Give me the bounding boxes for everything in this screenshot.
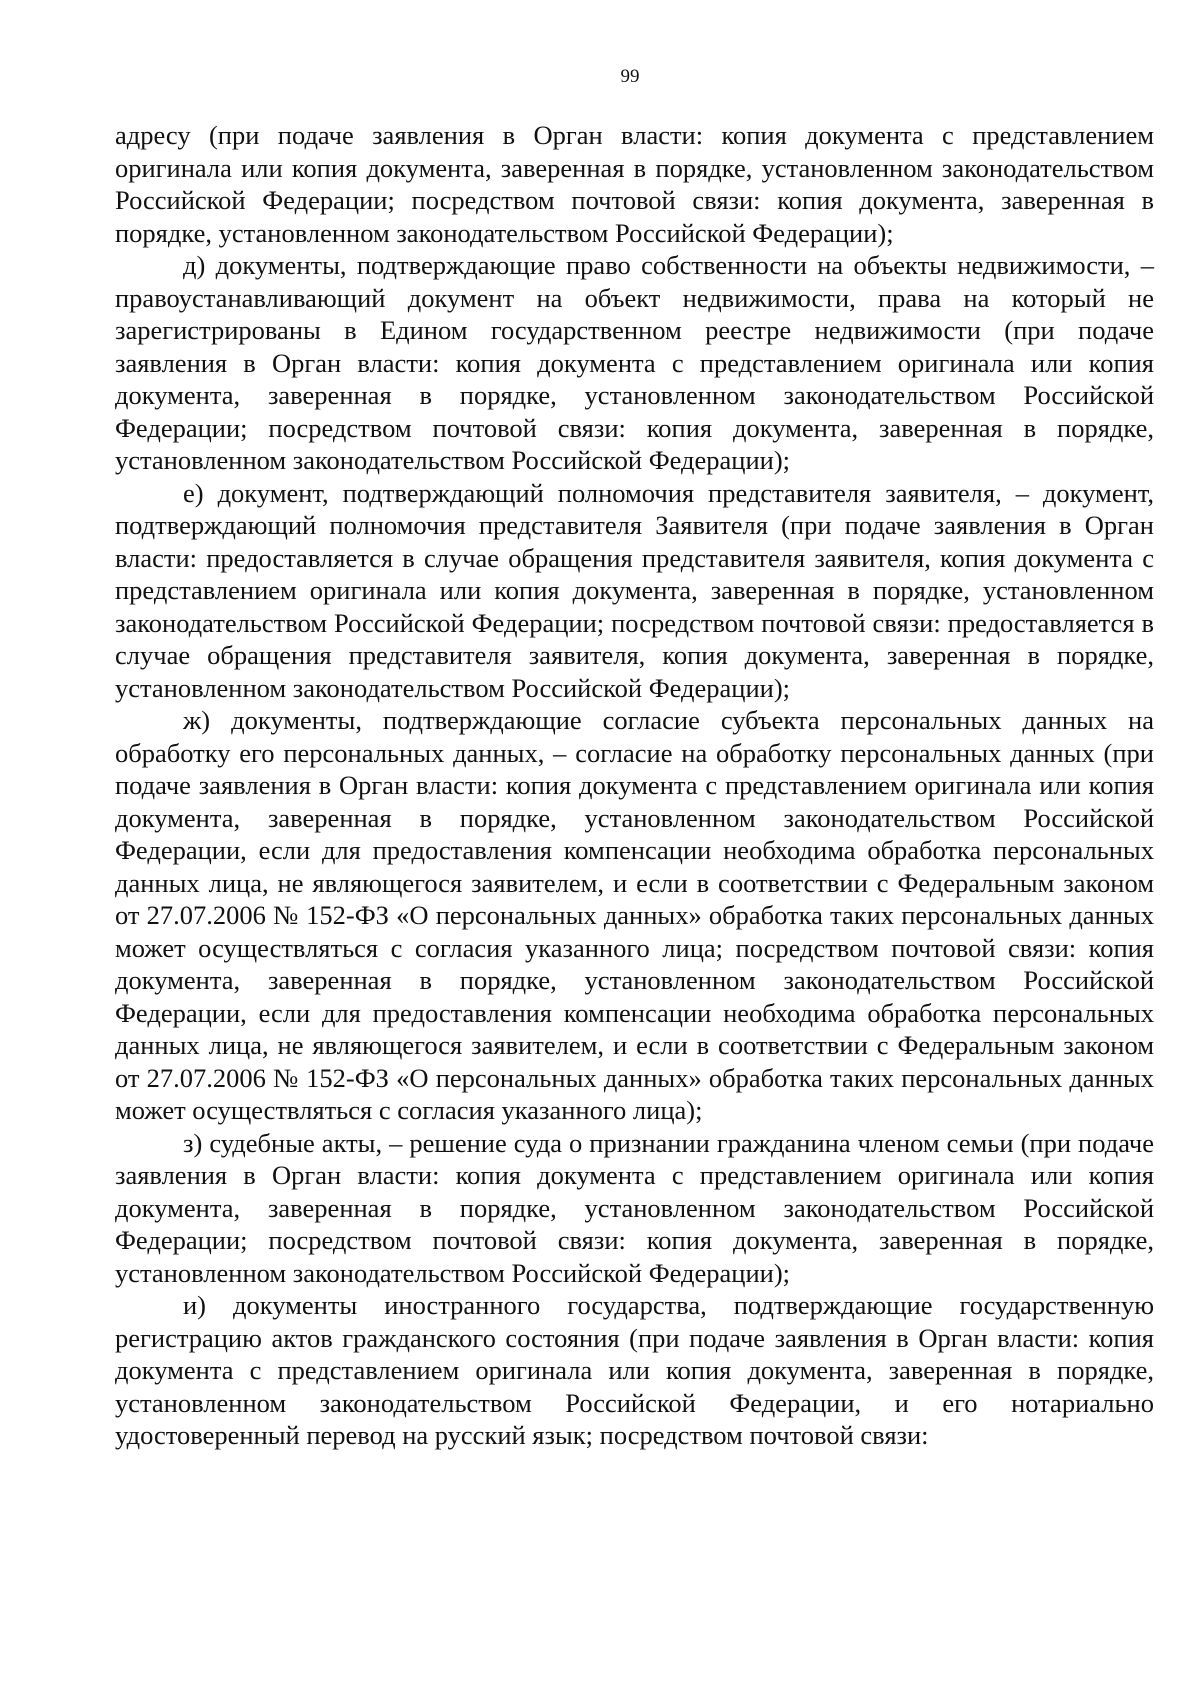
document-body xyxy=(115,119,1154,1452)
paragraph-item-e: е) документ, подтверждающий полномочия представителя заявителя, – документ, подтверждающий полномочия представителя Заявителя (при подаче заявления в Орган власти: предоставляется в случае обращения представителя заявителя, копия документа с представлением оригинала или копия документа, заверенная в порядке, установленном законодательством Российской Федерации; посредством почтовой связи: предоставляется в случае обращения представителя заявителя, копия документа, заверенная в порядке, установленном законодательством Российской Федерации); xyxy=(115,477,1154,703)
paragraph-item-d: д) документы, подтверждающие право собственности на объекты недвижимости, – правоустанавливающий документ на объект недвижимости, права на который не зарегистрированы в Едином государственном реестре недвижимости (при подаче заявления в Орган власти: копия документа с представлением оригинала или копия документа, заверенная в порядке, установленном законодательством Российской Федерации; посредством почтовой связи: копия документа, заверенная в порядке, установленном законодательством Российской Федерации); xyxy=(115,250,1154,475)
paragraph-item-z: з) судебные акты, – решение суда о признании гражданина членом семьи (при подаче заявления в Орган власти: копия документа с представлением оригинала или копия документа, заверенная в порядке, установленном законодательством Российской Федерации; посредством почтовой связи: копия документа, заверенная в порядке, установленном законодательством Российской Федерации); xyxy=(115,1127,1154,1288)
page-number: 99 xyxy=(620,66,640,87)
paragraph-item-i: и) документы иностранного государства, подтверждающие государственную регистрацию актов гражданского состояния (при подаче заявления в Орган власти: копия документа с представлением оригинала или копия документа, заверенная в порядке, установленном законодательством Российской Федерации, и его нотариально удостоверенный перевод на русский язык; посредством почтовой связи: xyxy=(115,1290,1154,1450)
paragraph-item-zh: ж) документы, подтверждающие согласие субъекта персональных данных на обработку его персональных данных, – согласие на обработку персональных данных (при подаче заявления в Орган власти: копия документа с представлением оригинала или копия документа, заверенная в порядке, установленном законодательством Российской Федерации, если для предоставления компенсации необходима обработка персональных данных лица, не являющегося заявителем, и если в соответствии с Федеральным законом от 27.07.2006 № 152-ФЗ «О персональных данных» обработка таких персональных данных может осуществляться с согласия указанного лица; посредством почтовой связи: копия документа, заверенная в порядке, установленном законодательством Российской Федерации, если для предоставления компенсации необходима обработка персональных данных лица, не являющегося заявителем, и если в соответствии с Федеральным законом от 27.07.2006 № 152-ФЗ «О персональных данных» обработка таких персональных данных может осуществляться с согласия указанного лица); xyxy=(115,705,1154,1125)
paragraph-continuation: адресу (при подаче заявления в Орган власти: копия документа с представлением оригинала или копия документа, заверенная в порядке, установленном законодательством Российской Федерации; посредством почтовой связи: копия документа, заверенная в порядке, установленном законодательством Российской Федерации); xyxy=(115,120,1154,248)
